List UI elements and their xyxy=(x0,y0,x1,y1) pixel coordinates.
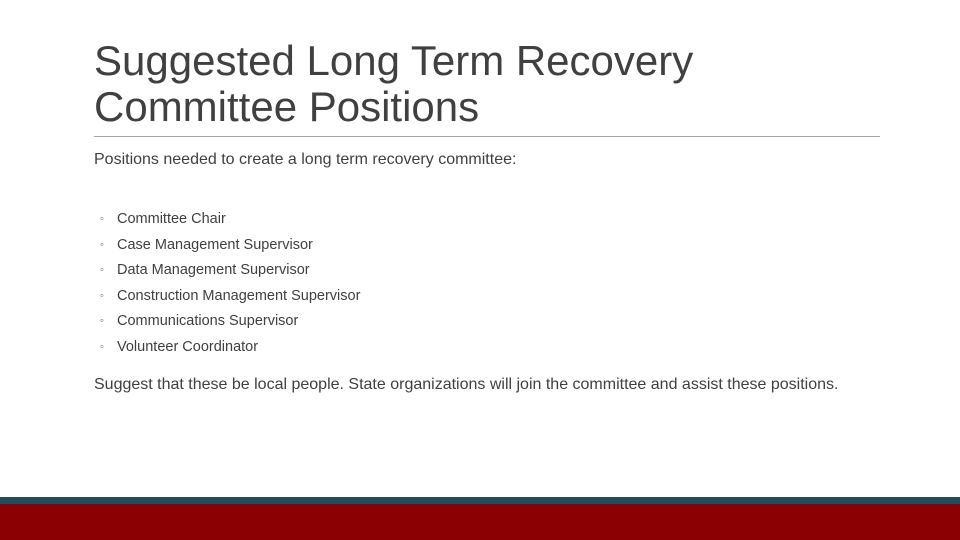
position-label: Volunteer Coordinator xyxy=(117,338,259,355)
slide-title: Suggested Long Term Recovery Committee Positions xyxy=(94,37,694,130)
bullet-icon: ◦ xyxy=(100,340,104,353)
position-label: Construction Management Supervisor xyxy=(117,287,361,304)
title-divider xyxy=(94,136,880,137)
intro-text: Positions needed to create a long term recovery committee: xyxy=(94,151,517,168)
position-label: Case Management Supervisor xyxy=(117,236,313,253)
position-label: Communications Supervisor xyxy=(117,313,299,330)
position-label: Committee Chair xyxy=(117,211,226,227)
footer-band-teal xyxy=(0,497,960,504)
footer-band-red xyxy=(0,504,960,540)
bullet-icon: ◦ xyxy=(100,315,104,328)
closing-note: Suggest that these be local people. State organizations will join the committee and assist these positions. xyxy=(94,376,839,393)
bullet-icon: ◦ xyxy=(100,238,104,251)
position-label: Data Management Supervisor xyxy=(117,262,310,279)
bullet-icon: ◦ xyxy=(100,289,104,302)
bullet-icon: ◦ xyxy=(100,264,104,277)
bullet-icon: ◦ xyxy=(100,213,104,225)
